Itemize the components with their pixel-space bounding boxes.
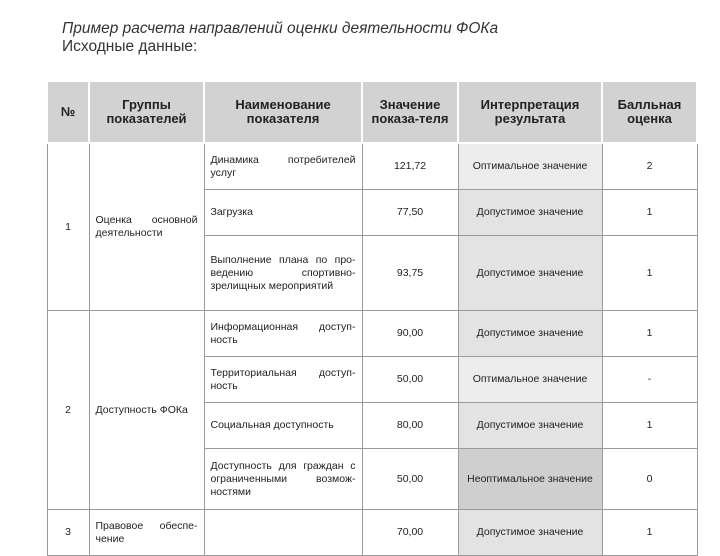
table-row — [47, 510, 697, 556]
group-name: Правовое обеспе-чение — [89, 510, 204, 556]
score: 1 — [602, 311, 697, 357]
group-name: Доступность ФОКа — [89, 311, 204, 510]
indicator-name: Загрузка — [204, 190, 362, 236]
page-subtitle: Исходные данные: — [62, 38, 198, 55]
indicator-value: 121,72 — [362, 143, 458, 190]
indicator-value: 77,50 — [362, 190, 458, 236]
score: 1 — [602, 190, 697, 236]
group-num: 3 — [47, 510, 89, 556]
score: 0 — [602, 449, 697, 510]
score: - — [602, 357, 697, 403]
header-num: № — [47, 81, 89, 143]
indicator-value: 90,00 — [362, 311, 458, 357]
interpretation: Оптимальное значение — [458, 357, 602, 403]
interpretation: Допустимое значение — [458, 510, 602, 556]
header-interpretation: Интерпретация результата — [458, 81, 602, 143]
interpretation: Оптимальное значение — [458, 143, 602, 190]
indicator-name: Доступность для граждан с ограниченными возмож-ностями — [204, 449, 362, 510]
indicator-value: 93,75 — [362, 236, 458, 311]
heading — [62, 20, 498, 56]
indicator-name: Выполнение плана по про-ведению спортивно-зрелищных мероприятий — [204, 236, 362, 311]
indicator-name: Информационная доступ-ность — [204, 311, 362, 357]
interpretation: Допустимое значение — [458, 311, 602, 357]
interpretation: Допустимое значение — [458, 403, 602, 449]
table-header-row — [47, 81, 697, 143]
indicators-table — [46, 80, 698, 556]
indicator-name: Динамика потребителей услуг — [204, 143, 362, 190]
group-num: 1 — [47, 143, 89, 311]
interpretation: Допустимое значение — [458, 190, 602, 236]
score: 1 — [602, 510, 697, 556]
indicator-name: Социальная доступность — [204, 403, 362, 449]
header-score: Балльная оценка — [602, 81, 697, 143]
indicator-value: 80,00 — [362, 403, 458, 449]
score: 2 — [602, 143, 697, 190]
score: 1 — [602, 236, 697, 311]
group-num: 2 — [47, 311, 89, 510]
interpretation: Неоптимальное значение — [458, 449, 602, 510]
table-row — [47, 143, 697, 190]
indicator-value: 70,00 — [362, 510, 458, 556]
table-row — [47, 311, 697, 357]
score: 1 — [602, 403, 697, 449]
indicator-value: 50,00 — [362, 449, 458, 510]
header-value: Значение показа-теля — [362, 81, 458, 143]
interpretation: Допустимое значение — [458, 236, 602, 311]
header-group: Группы показателей — [89, 81, 204, 143]
group-name: Оценка основной деятельности — [89, 143, 204, 311]
indicator-name — [204, 510, 362, 556]
indicator-name: Территориальная доступ-ность — [204, 357, 362, 403]
header-indicator: Наименование показателя — [204, 81, 362, 143]
page-title: Пример расчета направлений оценки деятельности ФОКа — [62, 20, 499, 37]
indicator-value: 50,00 — [362, 357, 458, 403]
